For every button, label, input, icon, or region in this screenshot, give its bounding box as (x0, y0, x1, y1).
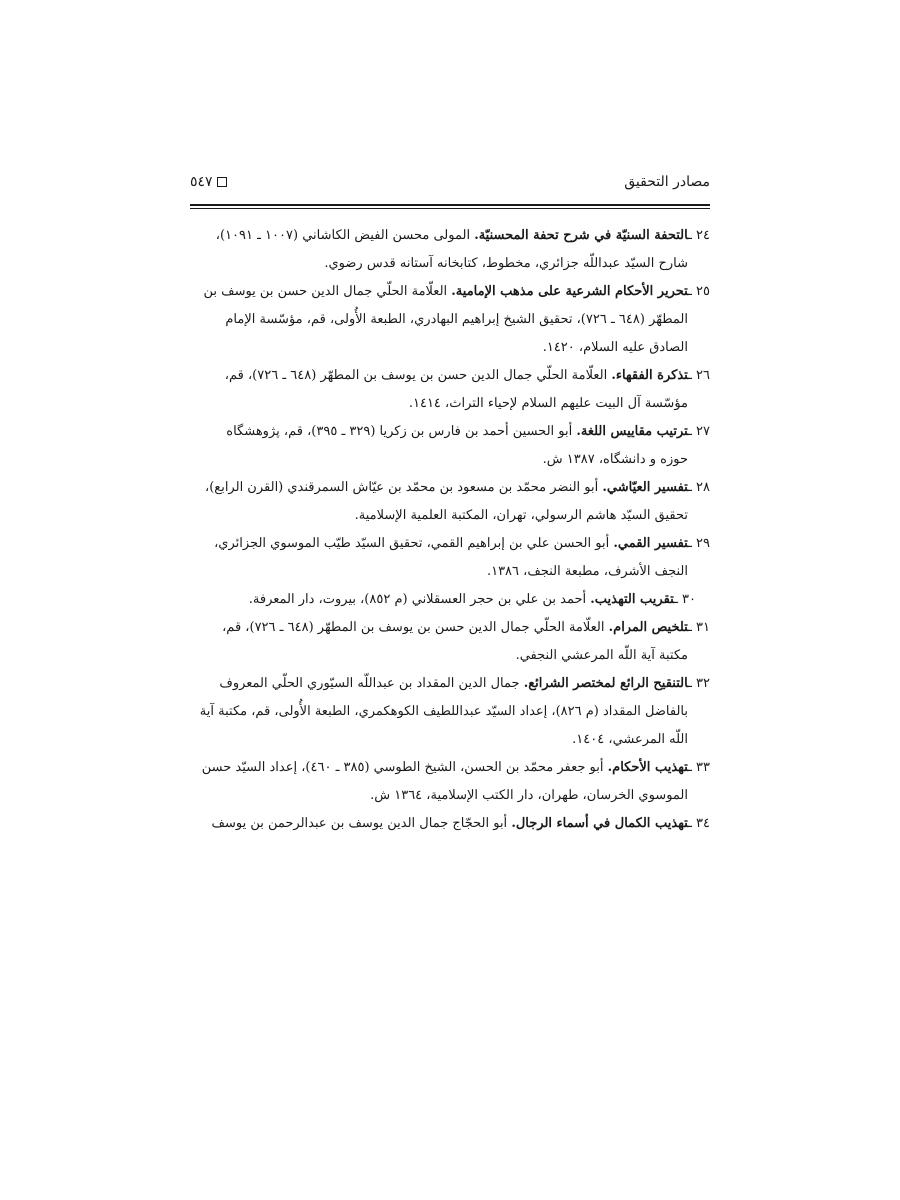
entry-details: العلّامة الحلّي جمال الدين حسن بن يوسف بن المطهّر (٦٤٨ ـ ٧٢٦)، قم، (224, 368, 612, 383)
entry-details: أبو جعفر محمّد بن الحسن، الشيخ الطوسي (٣٨٥ ـ ٤٦٠)، إعداد السيّد حسن (201, 760, 608, 775)
bibliography-entry (190, 362, 710, 418)
entry-details: العلّامة الحلّي جمال الدين حسن بن يوسف بن (203, 284, 452, 299)
bibliography-entry (190, 586, 710, 614)
entry-continuation: مؤسّسة آل البيت عليهم السلام لإحياء التراث، ١٤١٤. (408, 396, 688, 411)
bibliography-entry (190, 810, 710, 838)
entry-continuation: الموسوي الخرسان، طهران، دار الكتب الإسلامية، ١٣٦٤ ش. (370, 788, 688, 803)
bibliography-entry (190, 754, 710, 810)
page-number (190, 174, 227, 190)
entry-continuation: شارح السيّد عبداللّه جزائري، مخطوط، كتابخانه آستانه قدس رضوي. (324, 256, 688, 271)
entry-details: أبو الحجّاج جمال الدين يوسف بن عبدالرحمن بن يوسف (211, 816, 512, 831)
bibliography-entry (190, 222, 710, 278)
entry-continuation: اللّه المرعشي، ١٤٠٤. (572, 732, 688, 747)
entry-details: أبو النضر محمّد بن مسعود بن محمّد بن عيّاش السمرقندي (القرن الرابع)، (205, 480, 603, 495)
page-header (190, 160, 710, 200)
entry-number: ٢٧ ـ (688, 424, 710, 439)
entry-continuation: الصادق عليه السلام، ١٤٢٠. (542, 340, 688, 355)
running-title: مصادر التحقيق (624, 174, 710, 190)
page-number-text: ٥٤٧ (190, 174, 213, 190)
square-bullet-icon (217, 177, 227, 187)
entry-title: التحفة السنيّة في شرح تحفة المحسنيّة. (474, 228, 689, 243)
document-page (190, 160, 710, 831)
entry-title: تهذيب الأحكام. (607, 760, 689, 775)
entry-number: ٣٣ ـ (688, 760, 710, 775)
entry-number: ٢٦ ـ (688, 368, 710, 383)
entry-number: ٣٠ ـ (674, 592, 696, 607)
bibliography-entry (190, 530, 710, 586)
entry-continuation: المطهّر (٦٤٨ ـ ٧٢٦)، تحقيق الشيخ إبراهيم البهادري، الطبعة الأُولى، قم، مؤسّسة الإمام (225, 312, 688, 327)
entry-details: أحمد بن علي بن حجر العسقلاني (م ٨٥٢)، بيروت، دار المعرفة. (248, 592, 591, 607)
entry-title: تلخيص المرام. (608, 620, 689, 635)
bibliography-entry (190, 474, 710, 530)
entry-title: تحرير الأحكام الشرعية على مذهب الإمامية. (451, 284, 689, 299)
entry-details: العلّامة الحلّي جمال الدين حسن بن يوسف بن المطهّر (٦٤٨ ـ ٧٢٦)، قم، (222, 620, 609, 635)
bibliography-entry (190, 418, 710, 474)
entry-continuation: تحقيق السيّد هاشم الرسولي، تهران، المكتبة العلمية الإسلامية. (354, 508, 688, 523)
bibliography-entry (190, 614, 710, 670)
entry-continuation: النجف الأشرف، مطبعة النجف، ١٣٨٦. (486, 564, 688, 579)
bibliography-entry (190, 670, 710, 754)
entry-continuation: مكتبة آية اللّه المرعشي النجفي. (515, 648, 688, 663)
entry-number: ٢٩ ـ (688, 536, 710, 551)
entry-continuation: بالفاضل المقداد (م ٨٢٦)، إعداد السيّد عبداللطيف الكوهكمري، الطبعة الأُولى، قم، مكتبة آية (199, 704, 688, 719)
entry-details: أبو الحسن علي بن إبراهيم القمي، تحقيق السيّد طيّب الموسوي الجزائري، (214, 536, 614, 551)
header-rule (190, 204, 710, 212)
entry-number: ٢٤ ـ (688, 228, 710, 243)
entry-title: تقريب التهذيب. (590, 592, 675, 607)
bibliography-entry (190, 278, 710, 362)
bibliography-list (190, 222, 710, 838)
entry-number: ٣٤ ـ (688, 816, 710, 831)
entry-number: ٣١ ـ (688, 620, 710, 635)
entry-details: أبو الحسين أحمد بن فارس بن زكريا (٣٢٩ ـ ٣٩٥)، قم، پژوهشگاه (226, 424, 577, 439)
entry-details: المولى محسن الفيض الكاشاني (١٠٠٧ ـ ١٠٩١)، (215, 228, 475, 243)
entry-title: تهذيب الكمال في أسماء الرجال. (511, 816, 689, 831)
entry-number: ٢٥ ـ (688, 284, 710, 299)
entry-title: تذكرة الفقهاء. (611, 368, 689, 383)
entry-number: ٣٢ ـ (688, 676, 710, 691)
entry-continuation: حوزه و دانشگاه، ١٣٨٧ ش. (542, 452, 688, 467)
entry-number: ٢٨ ـ (688, 480, 710, 495)
entry-title: تفسير القمي. (613, 536, 689, 551)
entry-details: جمال الدين المقداد بن عبداللّه السيّوري الحلّي المعروف (219, 676, 524, 691)
entry-title: التنقيح الرائع لمختصر الشرائع. (523, 676, 689, 691)
entry-title: ترتيب مقاييس اللغة. (576, 424, 689, 439)
entry-title: تفسير العيّاشي. (602, 480, 689, 495)
